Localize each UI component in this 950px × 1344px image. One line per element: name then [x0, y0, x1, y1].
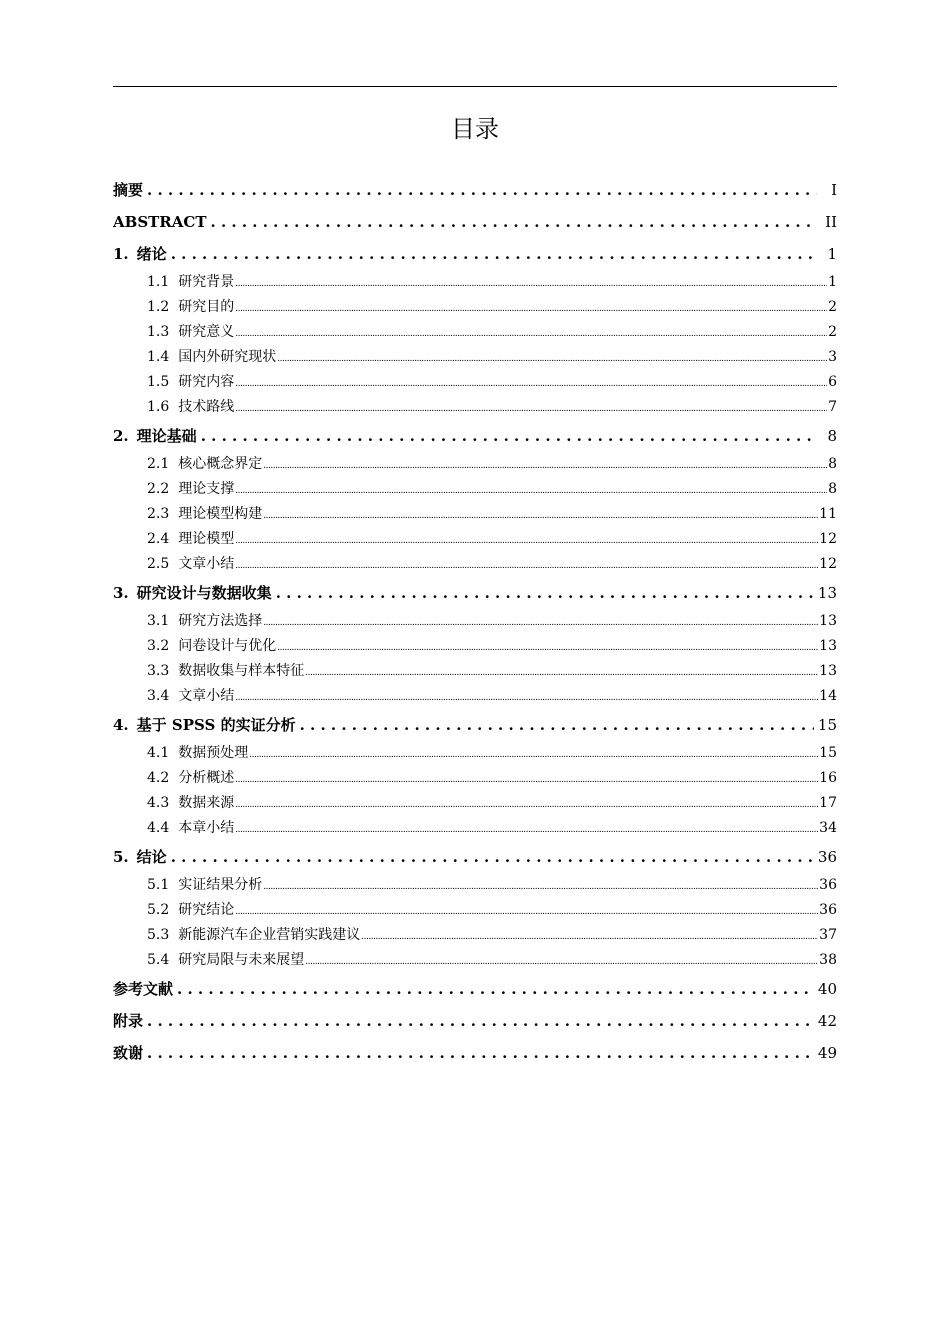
toc-entry-number: 5.4: [147, 952, 170, 968]
dot-leader: [235, 900, 818, 925]
toc-entry-text: 致谢: [113, 1044, 144, 1062]
toc-entry-page: 15: [817, 716, 837, 734]
toc-entry-label: [147, 816, 234, 841]
toc-entry-number: 4.3: [147, 795, 170, 811]
dot-leader: [171, 841, 814, 873]
toc-entry[interactable]: [113, 841, 837, 873]
toc-entry[interactable]: [113, 659, 837, 684]
dot-leader: [249, 743, 818, 768]
toc-entry-label: [147, 948, 304, 973]
toc-entry-number: 5.1: [147, 877, 170, 893]
dot-leader: [263, 454, 827, 479]
toc-entry-text: 数据预处理: [178, 745, 249, 761]
toc-entry-page: 17: [819, 795, 837, 811]
toc-entry-number: 4.2: [147, 770, 170, 786]
toc-entry-page: 36: [819, 877, 837, 893]
toc-entry-label: [113, 841, 167, 873]
toc-entry[interactable]: [113, 948, 837, 973]
toc-entry[interactable]: [113, 741, 837, 766]
toc-entry-number: 3.1: [147, 613, 170, 629]
toc-entry-page: 13: [819, 638, 837, 654]
dot-leader: [305, 661, 818, 686]
toc-entry-page: 1: [827, 245, 837, 263]
toc-entry-number: 2.5: [147, 556, 170, 572]
toc-entry-page: 7: [828, 399, 837, 415]
toc-entry-page: 8: [827, 427, 837, 445]
toc-entry-page: 8: [828, 481, 837, 497]
toc-entry-number: 1.1: [147, 274, 170, 290]
dot-leader: [235, 793, 818, 818]
toc-entry-text: 问卷设计与优化: [178, 638, 277, 654]
toc-entry[interactable]: [113, 973, 837, 1005]
toc-entry-number: 2.3: [147, 506, 170, 522]
toc-entry-text: 文章小结: [178, 688, 235, 704]
toc-entry-page: 11: [819, 506, 837, 522]
toc-entry-page: 3: [828, 349, 837, 365]
toc-entry-label: [113, 709, 296, 741]
toc-entry-number: 3.3: [147, 663, 170, 679]
toc-entry-page: 12: [819, 556, 837, 572]
toc-entry[interactable]: [113, 395, 837, 420]
toc-entry-text: 研究局限与未来展望: [178, 952, 305, 968]
toc-entry-text: 分析概述: [178, 770, 235, 786]
dot-leader: [235, 818, 818, 843]
toc-entry-label: [113, 420, 197, 452]
toc-entry-text: 参考文献: [113, 980, 174, 998]
toc-entry-page: 49: [817, 1044, 837, 1062]
dot-leader: [300, 709, 814, 741]
toc-entry[interactable]: [113, 1037, 837, 1069]
toc-entry-text: 理论基础: [136, 427, 197, 445]
toc-entry-label: [147, 370, 234, 395]
dot-leader: [235, 272, 827, 297]
dot-leader: [305, 950, 818, 975]
toc-entry-page: 13: [819, 613, 837, 629]
toc-entry-text: 理论支撑: [178, 481, 235, 497]
toc-entry-label: [113, 238, 167, 270]
dot-leader: [235, 529, 818, 554]
toc-entry-page: 34: [819, 820, 837, 836]
dot-leader: [171, 238, 817, 270]
toc-entry-text: 实证结果分析: [178, 877, 263, 893]
toc-entry-number: 1.6: [147, 399, 170, 415]
toc-entry-number: 1.: [113, 245, 129, 263]
toc-entry[interactable]: [113, 345, 837, 370]
toc-entry-page: 14: [819, 688, 837, 704]
toc-entry-page: 40: [817, 980, 837, 998]
dot-leader: [361, 925, 818, 950]
toc-entry[interactable]: [113, 527, 837, 552]
toc-entry[interactable]: [113, 552, 837, 577]
header-rule: [113, 86, 837, 87]
toc-entry-text: 研究目的: [178, 299, 235, 315]
toc-entry[interactable]: [113, 420, 837, 452]
toc-entry[interactable]: [113, 634, 837, 659]
page-title: 目录: [451, 115, 499, 143]
dot-leader: [235, 686, 818, 711]
toc-entry-label: [147, 295, 234, 320]
toc-entry[interactable]: [113, 238, 837, 270]
toc-entry-label: [147, 270, 234, 295]
toc-entry[interactable]: [113, 709, 837, 741]
toc-entry-page: 16: [819, 770, 837, 786]
toc-entry[interactable]: [113, 477, 837, 502]
dot-leader: [235, 479, 827, 504]
toc-entry-number: 3.4: [147, 688, 170, 704]
dot-leader: [177, 973, 814, 1005]
toc-entry-label: [147, 791, 234, 816]
toc-entry-label: [113, 174, 143, 206]
toc-entry-page: 36: [819, 902, 837, 918]
toc-entry-number: 1.5: [147, 374, 170, 390]
toc-entry-label: [147, 609, 262, 634]
toc-entry-label: [113, 577, 272, 609]
toc-entry-number: 1.2: [147, 299, 170, 315]
toc-entry[interactable]: [113, 270, 837, 295]
toc-entry-label: [147, 502, 262, 527]
toc-entry-label: [147, 923, 360, 948]
toc-entry-text: 本章小结: [178, 820, 235, 836]
dot-leader: [235, 322, 827, 347]
toc-entry-page: 1: [828, 274, 837, 290]
dot-leader: [263, 504, 818, 529]
toc-entry-text: 绪论: [136, 245, 167, 263]
dot-leader: [147, 1037, 814, 1069]
toc-entry-text: 研究意义: [178, 324, 235, 340]
dot-leader: [277, 636, 818, 661]
toc-entry-page: 2: [828, 299, 837, 315]
toc-entry-page: 37: [819, 927, 837, 943]
toc-entry-number: 5.3: [147, 927, 170, 943]
toc-entry[interactable]: [113, 898, 837, 923]
toc-entry-text: 新能源汽车企业营销实践建议: [178, 927, 361, 943]
toc-entry-label: [113, 206, 207, 238]
toc-entry[interactable]: [113, 174, 837, 206]
toc-entry-text: 研究背景: [178, 274, 235, 290]
dot-leader: [235, 372, 827, 397]
toc-entry-text: 附录: [113, 1012, 144, 1030]
toc-entry-number: 1.3: [147, 324, 170, 340]
toc-entry-label: [147, 452, 262, 477]
toc-entry-label: [147, 395, 234, 420]
toc-entry-number: 5.: [113, 848, 129, 866]
toc-entry-text: 核心概念界定: [178, 456, 263, 472]
toc-entry-text: 理论模型: [178, 531, 235, 547]
toc-entry[interactable]: [113, 791, 837, 816]
toc-entry-page: 12: [819, 531, 837, 547]
dot-leader: [235, 397, 827, 422]
toc-entry-page: 15: [819, 745, 837, 761]
toc-entry[interactable]: [113, 502, 837, 527]
dot-leader: [263, 875, 818, 900]
toc-entry-number: 4.4: [147, 820, 170, 836]
toc-entry-text: 数据来源: [178, 795, 235, 811]
toc-entry-label: [147, 766, 234, 791]
toc-entry-number: 1.4: [147, 349, 170, 365]
toc-entry-label: [147, 320, 234, 345]
dot-leader: [147, 174, 817, 206]
dot-leader: [277, 347, 827, 372]
toc-entry-label: [147, 659, 304, 684]
toc-entry-page: I: [831, 181, 837, 199]
toc-entry-label: [113, 973, 173, 1005]
toc-entry-text: 国内外研究现状: [178, 349, 277, 365]
toc-entry-text: 研究内容: [178, 374, 235, 390]
toc-entry-page: 36: [817, 848, 837, 866]
toc-entry-page: 6: [828, 374, 837, 390]
dot-leader: [235, 768, 818, 793]
toc-entry-page: 8: [828, 456, 837, 472]
toc-entry-number: 2.4: [147, 531, 170, 547]
toc-entry-text: 研究方法选择: [178, 613, 263, 629]
toc-entry-text: 摘要: [113, 181, 144, 199]
table-of-contents: [113, 174, 837, 1069]
toc-entry[interactable]: [113, 320, 837, 345]
toc-entry[interactable]: [113, 452, 837, 477]
toc-entry-label: [147, 345, 276, 370]
dot-leader: [235, 554, 818, 579]
toc-entry-label: [147, 684, 234, 709]
toc-entry[interactable]: [113, 873, 837, 898]
toc-entry-text: 理论模型构建: [178, 506, 263, 522]
toc-entry-page: 2: [828, 324, 837, 340]
dot-leader: [263, 611, 818, 636]
toc-entry[interactable]: [113, 370, 837, 395]
toc-entry-page: 42: [817, 1012, 837, 1030]
toc-entry-label: [113, 1037, 143, 1069]
toc-entry[interactable]: [113, 295, 837, 320]
toc-entry-number: 2.: [113, 427, 129, 445]
toc-entry-number: 3.: [113, 584, 129, 602]
dot-leader: [276, 577, 814, 609]
toc-entry-page: II: [825, 213, 837, 231]
toc-entry-number: 2.1: [147, 456, 170, 472]
dot-leader: [211, 206, 817, 238]
toc-entry-page: 38: [819, 952, 837, 968]
toc-entry[interactable]: [113, 923, 837, 948]
dot-leader: [147, 1005, 814, 1037]
toc-entry-page: 13: [819, 663, 837, 679]
toc-entry-text: ABSTRACT: [113, 213, 207, 231]
toc-entry[interactable]: [113, 684, 837, 709]
toc-entry-label: [147, 477, 234, 502]
toc-entry-label: [147, 741, 248, 766]
toc-entry-text: 研究设计与数据收集: [136, 584, 272, 602]
toc-entry-label: [113, 1005, 143, 1037]
toc-entry-text: 基于 SPSS 的实证分析: [136, 716, 296, 734]
toc-entry-number: 5.2: [147, 902, 170, 918]
toc-entry-label: [147, 527, 234, 552]
dot-leader: [235, 297, 827, 322]
toc-entry-text: 文章小结: [178, 556, 235, 572]
toc-entry-label: [147, 873, 262, 898]
toc-entry[interactable]: [113, 766, 837, 791]
toc-entry[interactable]: [113, 577, 837, 609]
toc-entry-label: [147, 634, 276, 659]
toc-entry[interactable]: [113, 816, 837, 841]
toc-entry-number: 4.1: [147, 745, 170, 761]
toc-entry-text: 数据收集与样本特征: [178, 663, 305, 679]
toc-entry-number: 4.: [113, 716, 129, 734]
toc-entry-label: [147, 552, 234, 577]
toc-entry-page: 13: [817, 584, 837, 602]
dot-leader: [201, 420, 817, 452]
toc-entry[interactable]: [113, 1005, 837, 1037]
toc-entry-number: 3.2: [147, 638, 170, 654]
toc-entry-label: [147, 898, 234, 923]
toc-entry[interactable]: [113, 609, 837, 634]
toc-entry-text: 技术路线: [178, 399, 235, 415]
toc-entry[interactable]: [113, 206, 837, 238]
toc-entry-number: 2.2: [147, 481, 170, 497]
toc-entry-text: 研究结论: [178, 902, 235, 918]
toc-entry-text: 结论: [136, 848, 167, 866]
